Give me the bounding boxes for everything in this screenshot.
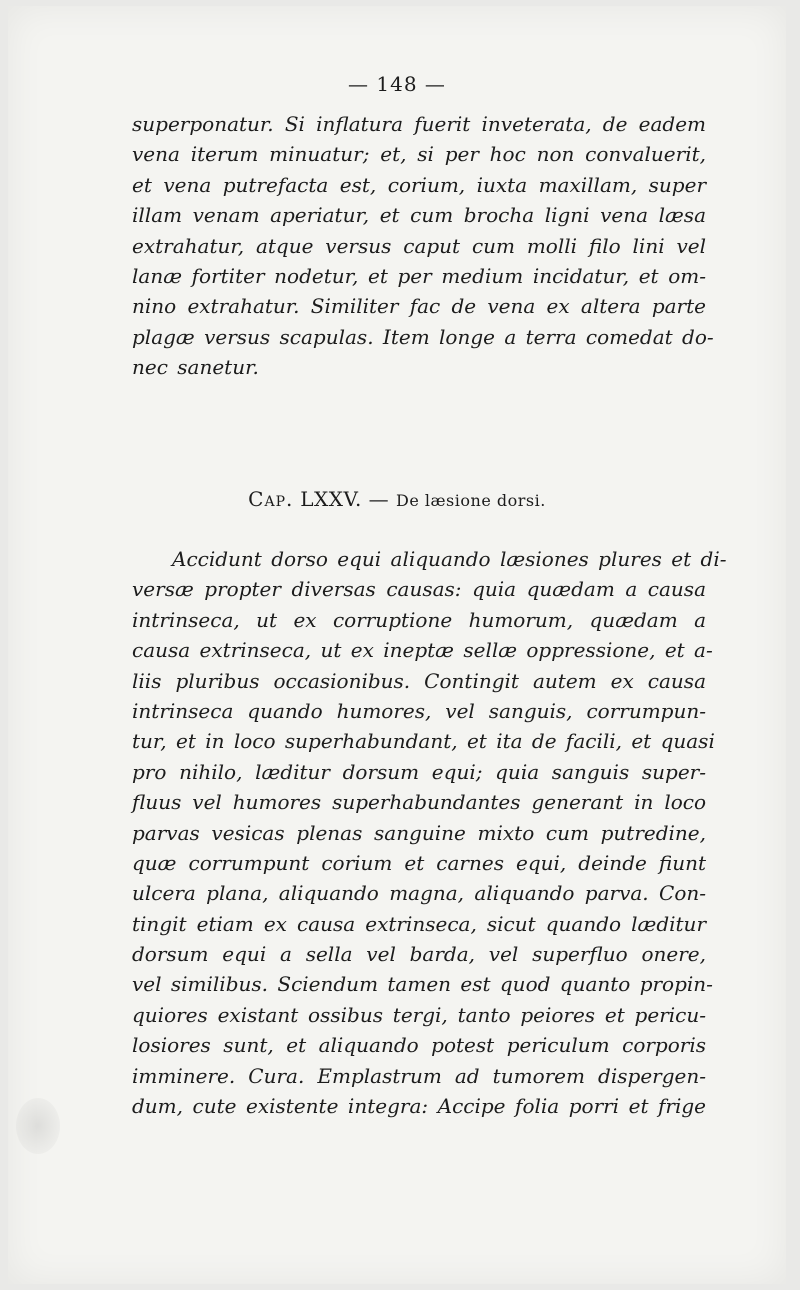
- text-line: fluus vel humores superhabundantes generant in loco: [132, 790, 706, 815]
- text-line: et vena putrefacta est, corium, iuxta maxillam, super: [132, 172, 706, 197]
- text-line: vel similibus. Sciendum tamen est quod quanto propin-: [132, 972, 713, 997]
- text-line: pro nihilo, læditur dorsum equi; quia sanguis super-: [132, 759, 706, 784]
- text-line: nec sanetur.: [132, 355, 259, 380]
- chapter-number: LXXV.: [300, 487, 362, 511]
- text-line: versæ propter diversas causas: quia quædam a causa: [132, 577, 706, 602]
- text-line: vena iterum minuatur; et, si per hoc non convaluerit,: [132, 142, 706, 167]
- chapter-label: Cap.: [248, 487, 294, 511]
- text-line: superponatur. Si inflatura fuerit inveterata, de eadem: [132, 112, 706, 136]
- book-page: [8, 6, 786, 1284]
- text-line: parvas vesicas plenas sanguine mixto cum putredine,: [132, 820, 706, 845]
- main-paragraph: [132, 544, 727, 1121]
- text-line: illam venam aperiatur, et cum brocha ligni vena læsa: [132, 203, 706, 228]
- chapter-title: De læsione dorsi.: [396, 491, 546, 510]
- text-line: losiores sunt, et aliquando potest periculum corporis: [132, 1033, 706, 1058]
- chapter-dash: —: [368, 487, 390, 511]
- text-line: liis pluribus occasionibus. Contingit autem ex causa: [132, 668, 706, 693]
- text-line: extrahatur, atque versus caput cum molli filo lini vel: [132, 233, 706, 258]
- text-line: nino extrahatur. Similiter fac de vena ex altera parte: [132, 294, 706, 319]
- text-line: dum, cute existente integra: Accipe folia porri et frige: [132, 1094, 706, 1119]
- text-line: causa extrinseca, ut ex ineptæ sellæ oppressione, et a-: [132, 638, 713, 663]
- text-line: tingit etiam ex causa extrinseca, sicut quando læditur: [132, 911, 706, 936]
- text-line: dorsum equi a sella vel barda, vel superfluo onere,: [132, 942, 706, 967]
- text-line: lanæ fortiter nodetur, et per medium incidatur, et om-: [132, 263, 706, 288]
- text-line: quiores existant ossibus tergi, tanto peiores et pericu-: [132, 1002, 706, 1027]
- text-line: ulcera plana, aliquando magna, aliquando parva. Con-: [132, 881, 706, 906]
- page-number: — 148 —: [348, 72, 446, 96]
- text-line: tur, et in loco superhabundant, et ita de facili, et quasi: [132, 729, 715, 754]
- text-line: Accidunt dorso equi aliquando læsiones plures et di-: [172, 547, 727, 571]
- text-line: quæ corrumpunt corium et carnes equi, deinde fiunt: [132, 850, 706, 875]
- chapter-heading: [8, 487, 786, 511]
- paper-smudge: [16, 1098, 60, 1154]
- text-line: plagæ versus scapulas. Item longe a terra comedat do-: [132, 324, 714, 349]
- text-line: intrinseca quando humores, vel sanguis, corrumpun-: [132, 698, 706, 723]
- text-line: intrinseca, ut ex corruptione humorum, quædam a: [132, 607, 706, 632]
- text-line: imminere. Cura. Emplastrum ad tumorem dispergen-: [132, 1063, 706, 1088]
- top-paragraph: [132, 109, 714, 383]
